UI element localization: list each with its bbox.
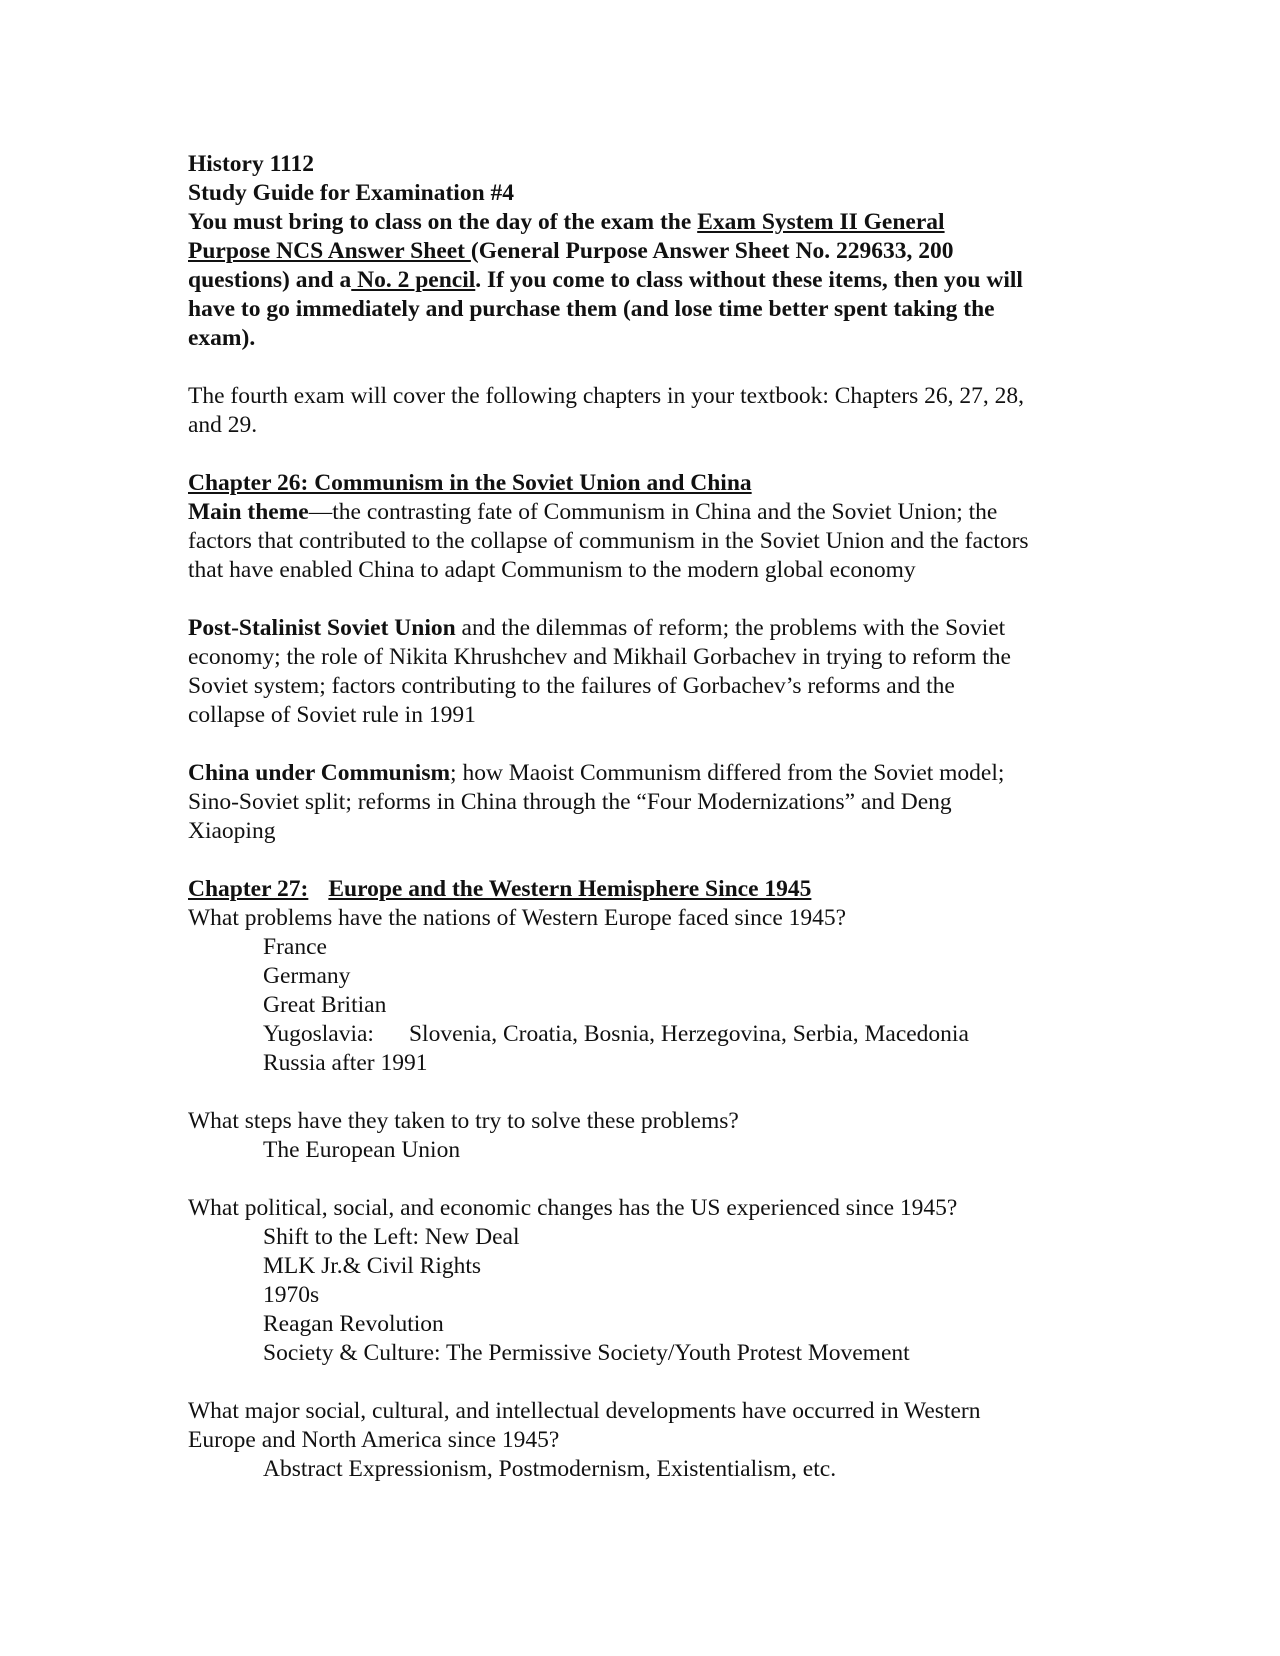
question-us-changes: What political, social, and economic changes has the US experienced since 1945? (188, 1195, 958, 1221)
exam-supplies-notice: You must bring to class on the day of the exam the Exam System II General Purpose NCS Answer Sheet (General Purpose Answer Sheet No. 229633, 200 questions) and a No. 2 pencil. If you come to class without these items, then you will have to go immediately and purchase them (and lose time better spent taking the exam). (188, 209, 1023, 351)
post-stalinist-paragraph: Post-Stalinist Soviet Union and the dilemmas of reform; the problems with the Soviet economy; the role of Nikita Khrushchev and Mikhail Gorbachev in trying to reform the Soviet system; factors contributing to the failures of Gorbachev’s reforms and the collapse of Soviet rule in 1991 (188, 615, 1011, 728)
chapter-26-heading: Chapter 26: Communism in the Soviet Union and China (188, 470, 752, 496)
study-guide-page (188, 150, 1088, 1484)
main-theme-paragraph: Main theme—the contrasting fate of Communism in China and the Soviet Union; the factors that contributed to the collapse of communism in the Soviet Union and the factors that have enabled China to adapt Communism to the modern global economy (188, 499, 1029, 583)
course-title: History 1112 (188, 151, 314, 177)
list-item: Germany (263, 963, 351, 989)
question-western-europe-problems: What problems have the nations of Western Europe faced since 1945? (188, 905, 847, 931)
answer-sheet-name-cont: Purpose NCS Answer Sheet (188, 238, 471, 264)
chapter-27-section: Chapter 27: Europe and the Western Hemisphere Since 1945 What problems have the nations of Western Europe faced since 1945? France Germany Great Britian Yugoslavia: Slovenia, Croatia, Bosnia, Herzegovina, Serbia, Macedonia Russia after 1991 What steps have they taken to try to solve these problems? The European Union What political, social, and economic changes has the US experienced since 1945? Shift to the Left: New Deal MLK Jr.& Civil Rights 1970s Reagan Revolution Society & Culture: The Permissive Society/Youth Protest Movement What major social, cultural, and intellectual developments have occurred in Western Europe and North America since 1945? Abstract Expressionism, Postmodernism, Existentialism, etc. (188, 875, 1088, 1484)
question-cultural-developments: What major social, cultural, and intellectual developments have occurred in Western (188, 1398, 981, 1424)
list-item: MLK Jr.& Civil Rights (263, 1253, 482, 1279)
answer-sheet-name: Exam System II General (697, 209, 945, 235)
chapter-27-heading: Chapter 27: Europe and the Western Hemisphere Since 1945 (188, 876, 812, 902)
list-item: 1970s (263, 1282, 320, 1308)
document-title: Study Guide for Examination #4 (188, 180, 515, 206)
chapter-26-section (188, 469, 1088, 846)
list-item: The European Union (263, 1137, 461, 1163)
list-item: Abstract Expressionism, Postmodernism, Existentialism, etc. (263, 1456, 837, 1482)
exam-coverage-intro: The fourth exam will cover the following chapters in your textbook: Chapters 26, 27, 28, and 29. (188, 383, 1025, 438)
question-solutions: What steps have they taken to try to solve these problems? (188, 1108, 739, 1134)
list-item: Shift to the Left: New Deal (263, 1224, 520, 1250)
list-item: Russia after 1991 (263, 1050, 428, 1076)
pencil-requirement: No. 2 pencil (351, 267, 476, 293)
china-communism-paragraph: China under Communism; how Maoist Communism differed from the Soviet model; Sino-Soviet split; reforms in China through the “Four Modernizations” and Deng Xiaoping (188, 760, 1005, 844)
list-item: Reagan Revolution (263, 1311, 444, 1337)
list-item: Great Britian (263, 992, 387, 1018)
list-item-yugoslavia: Yugoslavia: Slovenia, Croatia, Bosnia, Herzegovina, Serbia, Macedonia (263, 1021, 969, 1047)
list-item: Society & Culture: The Permissive Society/Youth Protest Movement (263, 1340, 910, 1366)
list-item: France (263, 934, 327, 960)
